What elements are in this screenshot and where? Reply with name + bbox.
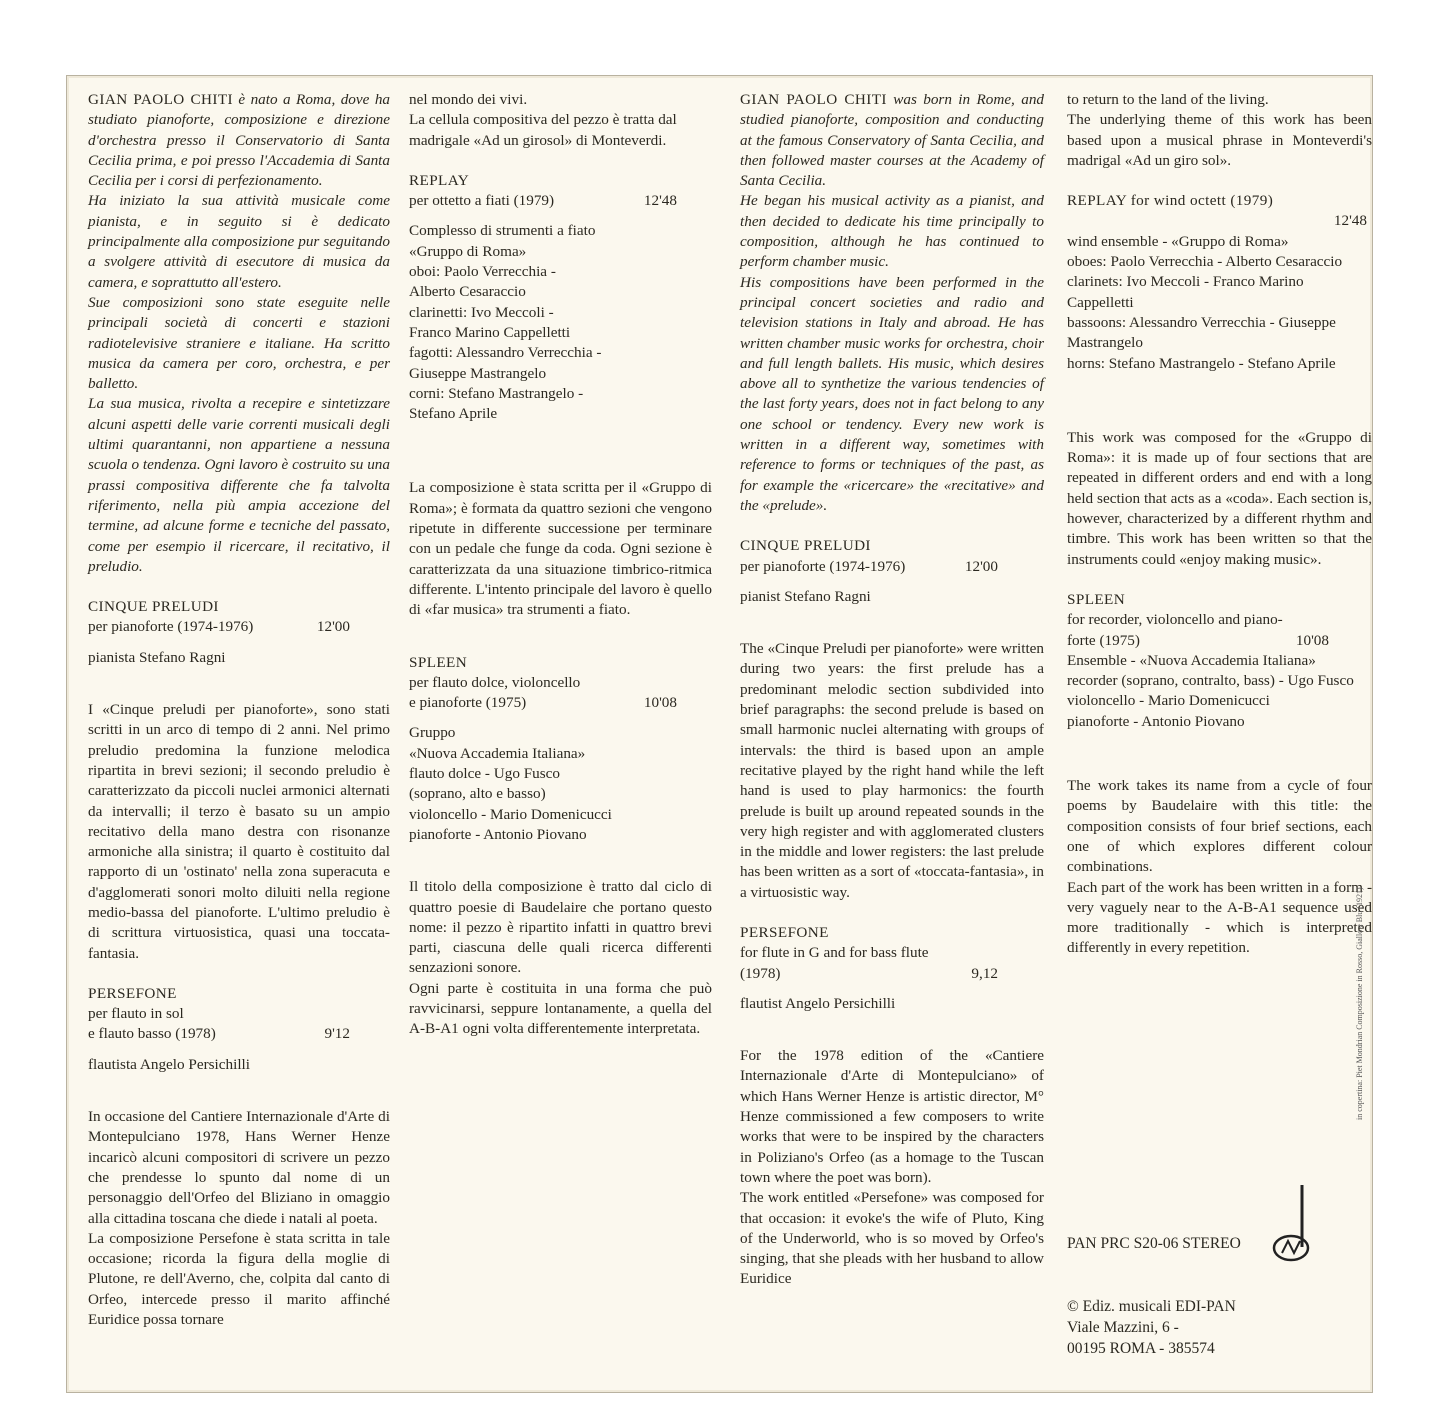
performer-line: Complesso di strumenti a fiato — [409, 222, 596, 240]
bio-paragraph-4: La sua musica, rivolta a recepire e sintetizzare alcuni aspetti delle varie correnti musicali degli ultimi quarantanni, non appartiene a nessuna scuola o tendenza. Ogni lavoro è costruito su una prassi compositiva differente che fa talvolta riferimento, nella più ampia accezione del termine, ad alcune forme e tecniche del passato, come per esempio il ricercare, il recitativo, il preludio. — [88, 395, 390, 575]
performer: pianista Stefano Ragni — [88, 648, 226, 666]
work-duration: 12'48 — [643, 192, 677, 210]
continued-text: nel mondo dei vivi. — [409, 91, 528, 108]
work-subtitle: for flute in G and for bass flute — [740, 944, 929, 962]
performer-line: fagotti: Alessandro Verrecchia - — [409, 344, 602, 362]
continued-text-2: La cellula compositiva del pezzo è tratta dal madrigale «Ad un girosol» di Monteverdi. — [409, 111, 677, 149]
bio-paragraph — [88, 90, 390, 191]
work-subtitle: (1978) — [740, 964, 781, 982]
work-description: This work was composed for the «Gruppo di Roma»: it is made up of four sections that are repeated in different orders and end with a long held section that acts as a «coda». Each section is, however, characterized by a different rhythm and timbre. This work has been written so that the instruments could «enjoy making music». — [1067, 428, 1372, 568]
work-description-2: Each part of the work has been written in a form - very vaguely near to the A-B-A1 sequence used more traditionally - which is interpreted differently in every repetition. — [1067, 878, 1372, 957]
bio-text: was born in Rome, and studied pianoforte, composition and conducting at the famous Conservatory of Santa Cecilia, and then followed master courses at the Academy of Santa Cecilia. — [740, 91, 1045, 190]
composer-name: GIAN PAOLO CHITI — [740, 91, 887, 108]
performer-line: «Nuova Accademia Italiana» — [409, 744, 586, 762]
performer-line: «Gruppo di Roma» — [409, 242, 527, 260]
pan-label-logo — [1268, 1185, 1318, 1280]
column-english-1 — [740, 90, 1044, 1290]
work-title-spleen: SPLEEN — [1067, 590, 1126, 608]
performer: flautist Angelo Persichilli — [740, 994, 896, 1012]
performer-line: pianoforte - Antonio Piovano — [1067, 712, 1245, 730]
bio-text: è nato a Roma, dove ha studiato pianoforte, composizione e direzione d'orchestra presso il Conservatorio di Santa Cecilia prima, e poi presso l'Accademia di Santa Cecilia per i corsi di perfezionamento. — [88, 91, 391, 190]
performer-line: flauto dolce - Ugo Fusco — [409, 765, 560, 783]
publisher-line: 00195 ROMA - 385574 — [1067, 1340, 1215, 1357]
catalog-number: PAN PRC S20-06 STEREO — [1067, 1235, 1241, 1252]
composer-name: GIAN PAOLO CHITI — [88, 91, 233, 108]
performer-line: Ensemble - «Nuova Accademia Italiana» — [1067, 651, 1316, 669]
work-description-2: La composizione Persefone è stata scritta in tale occasione; ricorda la figura della moglie di Plutone, re dell'Averno, che, colpita dal canto di Orfeo, intercede presso il marito affinché Euridice possa tornare — [88, 1229, 390, 1329]
performer-line: bassoons: Alessandro Verrecchia - Giuseppe Mastrangelo — [1067, 313, 1336, 352]
column-english-2 — [1067, 90, 1372, 959]
work-description-2: The work entitled «Persefone» was composed for that occasion: it evoke's the wife of Pluto, King of the Underworld, who is so moved by Orfeo's singing, that she pleads with her husband to allow Euridice — [740, 1189, 1044, 1288]
work-subtitle: per pianoforte (1974-1976) — [740, 557, 906, 575]
work-subtitle: per pianoforte (1974-1976) — [88, 618, 254, 636]
work-subtitle: per ottetto a fiati (1979) — [409, 192, 555, 210]
work-title-replay: REPLAY — [409, 171, 470, 189]
performer-list — [409, 723, 712, 845]
bio-paragraph — [740, 90, 1044, 191]
work-subtitle: per flauto dolce, violoncello — [409, 673, 581, 691]
work-title-persefone: PERSEFONE — [740, 923, 829, 941]
performer-line: recorder (soprano, contralto, bass) - Ugo Fusco — [1067, 672, 1354, 690]
work-duration: 10'08 — [643, 694, 677, 712]
performer-line: pianoforte - Antonio Piovano — [409, 825, 587, 843]
performer-line: violoncello - Mario Domenicucci — [1067, 692, 1270, 710]
publisher-block — [1067, 1296, 1236, 1359]
bio-paragraph-2: Ha iniziato la sua attività musicale come pianista, e in seguito si è dedicato principalmente alla composizione pur seguitando a svolgere attività di esecutore di musica da camera, e soprattutto all'estero. — [88, 192, 390, 291]
performer-line: clarinetti: Ivo Meccoli - — [409, 303, 554, 321]
work-duration: 12'00 — [964, 557, 998, 575]
performer-line: (soprano, alto e basso) — [409, 785, 546, 803]
work-description: In occasione del Cantiere Internazionale d'Arte di Montepulciano 1978, Hans Werner Henze incaricò alcuni compositori di scrivere un pezzo che prendesse lo spunto dal nome di un personaggio dell'Orfeo del Bliziano in omaggio alla cittadina toscana che diede i natali al poeta. — [88, 1108, 390, 1227]
work-description: The work takes its name from a cycle of four poems by Baudelaire with this title: the composition consists of four brief sections, each one of which explores different colour combinations. — [1067, 777, 1372, 876]
performer-list — [1067, 651, 1372, 732]
work-description: La composizione è stata scritta per il «Gruppo di Roma»; è formata da quattro sezioni che vengono ripetute in differente successione per terminare con un pedale che funge da coda. Ogni sezione è caratterizzata da una situazione timbrico-ritmica differente. L'intento principale del lavoro è quello di «far musica» tra strumenti a fiato. — [409, 479, 712, 619]
work-subtitle: for recorder, violoncello and piano- — [1067, 611, 1283, 629]
work-duration: 12'48 — [1333, 212, 1367, 230]
bio-paragraph-3: Sue composizioni sono state eseguite nelle principali società di concerti e stazioni radiotelevisive straniere e italiane. Ha scritto musica da camera per coro, orchestra, e per balletto. — [88, 293, 390, 393]
cover-credit-vertical: in copertina: Piet Mondrian Composizione in Rosso, Giallo e Blu (1921) — [1355, 887, 1364, 1120]
work-description-2: Ogni parte è costituita in una forma che può ravvicinarsi, seppure lontanamente, a quella del A-B-A1 ogni volta differentemente interpretata. — [409, 979, 712, 1038]
work-duration: 9,12 — [971, 964, 998, 982]
bio-paragraph-2: He began his musical activity as a pianist, and then decided to dedicate his time principally to composition, although he has continued to perform chamber music. — [740, 192, 1044, 271]
work-description: For the 1978 edition of the «Cantiere Internazionale d'Arte di Montepulciano» of which Hans Werner Henze is artistic director, M° Henze commissioned a few composers to write works that were to be inspired by the characters in Poliziano's Orfeo (as a homage to the Tuscan town where the poet was born). — [740, 1047, 1044, 1186]
continued-text-2: The underlying theme of this work has been based upon a musical phrase in Monteverdi's madrigal «Ad un giro sol». — [1067, 111, 1372, 169]
performer-line: Stefano Aprile — [409, 405, 498, 423]
performer-line: Gruppo — [409, 724, 456, 742]
work-title-cinque-preludi: CINQUE PRELUDI — [740, 537, 871, 555]
performer-line: corni: Stefano Mastrangelo - — [409, 384, 584, 402]
performer: pianist Stefano Ragni — [740, 587, 871, 605]
work-duration: 12'00 — [316, 618, 350, 636]
work-title-replay: REPLAY for wind octett (1979) — [1067, 192, 1274, 210]
work-subtitle: e pianoforte (1975) — [409, 694, 527, 712]
performer-line: Giuseppe Mastrangelo — [409, 364, 547, 382]
work-title-cinque-preludi: CINQUE PRELUDI — [88, 598, 219, 616]
performer-line: clarinets: Ivo Meccoli - Franco Marino Cappelletti — [1067, 273, 1304, 311]
work-duration: 10'08 — [1295, 631, 1329, 649]
work-description: The «Cinque Preludi per pianoforte» were written during two years: the first prelude has a predominant melodic section subdivided into brief paragraphs: the second prelude is based on small harmonic nuclei alternating with groups of intervals: the third is based upon an ample recitative played by the right hand while the left hand is used to play harmonics: the fourth prelude is built up around repeated sounds in the very high register and with agglomerated clusters in the middle and lower registers: the last prelude has been written as a sort of «toccata-fantasia», in a virtuosistic way. — [740, 640, 1044, 901]
performer-line: wind ensemble - «Gruppo di Roma» — [1067, 232, 1289, 250]
work-subtitle: forte (1975) — [1067, 631, 1140, 649]
work-description: Il titolo della composizione è tratto dal ciclo di quattro poesie di Baudelaire che portano questo nome: il pezzo è ripartito infatti in quattro brevi parti, ciascuna delle quali ricerca differenti senzazioni sonore. — [409, 878, 712, 977]
column-italian-1 — [88, 90, 390, 1330]
continued-text: to return to the land of the living. — [1067, 91, 1269, 108]
work-description: I «Cinque preludi per pianoforte», sono stati scritti in un arco di tempo di 2 anni. Nel primo preludio predomina la funzione melodica ripartita in brevi sezioni; il secondo preludio è caratterizzato da piccoli nuclei armonici alternati da intervalli; il terzo è basato su un ampio recitativo della mano destra con risonanze armoniche alla sinistra; il quarto è costituito dal rapporto di un 'ostinato' nella zona superacuta e d'agglomerati sonori molto diluiti nella regione medio-bassa del pianoforte. L'ultimo preludio è di scrittura virtuosistica, quasi una toccata-fantasia. — [88, 701, 390, 962]
publisher-line: © Ediz. musicali EDI-PAN — [1067, 1298, 1236, 1315]
performer-line: oboi: Paolo Verrecchia - — [409, 263, 556, 281]
column-italian-2 — [409, 90, 712, 1040]
work-duration: 9'12 — [324, 1025, 350, 1043]
performer-line: oboes: Paolo Verrecchia - Alberto Cesaraccio — [1067, 253, 1343, 271]
performer: flautista Angelo Persichilli — [88, 1055, 250, 1073]
publisher-line: Viale Mazzini, 6 - — [1067, 1319, 1179, 1336]
performer-list — [409, 221, 712, 424]
performer-list — [1067, 232, 1372, 374]
performer-line: Franco Marino Cappelletti — [409, 323, 571, 341]
work-title-persefone: PERSEFONE — [88, 984, 177, 1002]
work-subtitle: per flauto in sol — [88, 1005, 184, 1023]
bio-paragraph-3: His compositions have been performed in the principal concert societies and radio and television stations in Italy and abroad. He has written chamber music works for orchestra, choir and full length ballets. His music, which desires above all to synthetize the various tendencies of the last forty years, does not in fact belong to any one school or tendency. Every new work is written in a different way, sometimes with reference to forms or techniques of the past, as for example the «ricercare» the «recitative» and the «prelude». — [740, 273, 1044, 514]
performer-line: horns: Stefano Mastrangelo - Stefano Aprile — [1067, 354, 1336, 372]
work-title-spleen: SPLEEN — [409, 653, 468, 671]
performer-line: Alberto Cesaraccio — [409, 283, 526, 301]
performer-line: violoncello - Mario Domenicucci — [409, 805, 612, 823]
work-subtitle: e flauto basso (1978) — [88, 1025, 216, 1043]
